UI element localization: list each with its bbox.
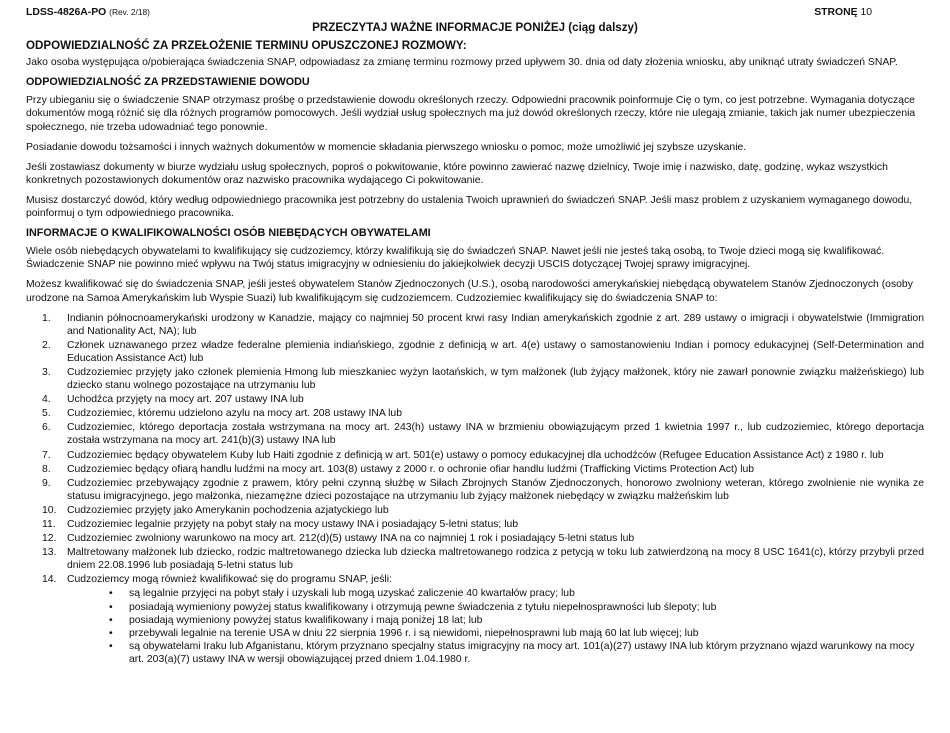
bullet-item (67, 587, 924, 600)
page-number (814, 6, 872, 19)
page-number-value: 10 (860, 7, 872, 18)
section-heading-noncitizen: INFORMACJE O KWALIFIKOWALNOŚCI OSÓB NIEBĘDĄCYCH OBYWATELAMI (26, 227, 431, 240)
list-item-text: Cudzoziemiec, któremu udzielono azylu na mocy art. 208 ustawy INA lub (67, 408, 402, 420)
list-item-text: Cudzoziemiec przyjęty jako członek plemienia Hmong lub mieszkaniec wyżyn laotańskich, w tym małżonek (lub żyjący małżonek, który nie zawarł ponownie związku małżeńskiego) lub dziecko stanu wolnego pozostające na utrzymaniu lub (67, 366, 924, 392)
bullet-text: posiadają wymieniony powyżej status kwalifikowany i otrzymują pewne świadczenia z tytułu niepełnosprawności lub ślepoty; lub (129, 601, 717, 613)
page-label: STRONĘ (814, 7, 858, 18)
list-item-text: Członek uznawanego przez władze federalne plemienia indiańskiego, zgodnie z definicją w art. 4(e) ustawy o samostanowieniu Indian i pomocy edukacyjnej (Self-Determination and Education Assistance Act) lub (67, 339, 924, 364)
list-item-number: 13. (42, 547, 57, 559)
bullet-icon: • (109, 601, 113, 613)
list-item (26, 393, 924, 406)
list-item-text: Cudzoziemiec przyjęty jako Amerykanin pochodzenia azjatyckiego lub (67, 504, 389, 516)
list-item (26, 312, 924, 338)
page-title: PRZECZYTAJ WAŻNE INFORMACJE PONIŻEJ (ciąg dalszy) (312, 21, 638, 34)
list-item-number: 11. (42, 519, 56, 530)
bullet-icon: • (109, 588, 113, 600)
list-item (26, 504, 924, 517)
bullet-item (67, 640, 924, 666)
list-item-number: 6. (42, 422, 51, 434)
section-heading-proof: ODPOWIEDZIALNOŚĆ ZA PRZEDSTAWIENIE DOWODU (26, 76, 310, 89)
bullet-text: posiadają wymieniony powyżej status kwalifikowany i mają poniżej 18 lat; lub (129, 614, 483, 626)
bullet-icon: • (109, 627, 113, 639)
paragraph-noncitizen-2: Możesz kwalifikować się do świadczenia SNAP, jeśli jesteś obywatelem Stanów Zjednoczonych (U.S.), osobą narodowości amerykańskiej niebędącą obywatelem Stanów Zjednoczonych (osoby urodzone na Samoa Amerykańskim lub Wyspie Suazi) lub kwalifikującym się cudzoziemcem. Cudzoziemiec kwalifikujący się do świadczenia SNAP to: (26, 279, 913, 304)
bullet-text: są obywatelami Iraku lub Afganistanu, którym przyznano specjalny status imigracyjny na mocy art. 101(a)(27) ustawy INA lub którym przyznano wjazd warunkowy na mocy art. 203(a)(7) ustawy INA w wersji obowiązującej przed dniem 1.04.1980 r. (129, 640, 915, 665)
list-item (26, 546, 924, 572)
list-item (26, 407, 924, 420)
list-item (26, 366, 924, 392)
list-item-number: 9. (42, 477, 51, 489)
list-item (26, 532, 924, 545)
list-item-text: Indianin północnoamerykański urodzony w Kanadzie, mający co najmniej 50 procent krwi rasy Indian amerykańskich zgodnie z art. 289 ustawy o imigracji i obywatelstwie (Immigration and Nationality Act, NA); lub (67, 312, 924, 337)
bullet-icon: • (109, 614, 113, 626)
paragraph-missed-interview: Jako osoba występująca o/pobierająca świadczenia SNAP, odpowiadasz za zmianę terminu rozmowy przed upływem 30. dnia od daty złożenia wniosku, aby uniknąć utraty świadczeń SNAP. (26, 57, 898, 69)
paragraph-proof-4: Musisz dostarczyć dowód, który według odpowiedniego pracownika jest potrzebny do ustalenia Twoich uprawnień do świadczeń SNAP. Jeśli masz problem z uzyskaniem wymaganego dowodu, poinformuj o tym odpowiedniego pracownika. (26, 194, 913, 220)
list-item-text: Cudzoziemcy mogą również kwalifikować się do programu SNAP, jeśli: (67, 574, 392, 586)
section-heading-missed-interview: ODPOWIEDZIALNOŚĆ ZA PRZEŁOŻENIE TERMINU OPUSZCZONEJ ROZMOWY: (26, 39, 467, 53)
eligibility-list (26, 312, 924, 666)
list-item (26, 339, 924, 365)
list-item-number: 4. (42, 394, 51, 406)
list-item-number: 2. (42, 339, 51, 351)
list-item-number: 8. (42, 463, 51, 475)
list-item-text: Cudzoziemiec będący obywatelem Kuby lub Haiti zgodnie z definicją w art. 501(e) ustawy o pomocy edukacyjnej dla uchodźców (Refugee Education Assistance Act) z 1980 r. lub (67, 449, 884, 461)
list-item (26, 573, 924, 666)
form-identifier (26, 6, 150, 19)
list-item-text: Cudzoziemiec, którego deportacja została wstrzymana na mocy art. 243(h) ustawy INA w brzmieniu obowiązującym przed 1 kwietnia 1997 r., lub cudzoziemiec, którego deportacja została wstrzymana na mocy art. 241(b)(3) ustawy INA lub (67, 422, 924, 447)
list-item-text: Cudzoziemiec legalnie przyjęty na pobyt stały na mocy ustawy INA i posiadający 5-letni status; lub (67, 519, 519, 530)
bullet-item (67, 627, 924, 640)
list-item-number: 1. (42, 312, 51, 324)
bullet-icon: • (109, 640, 113, 652)
list-item-number: 5. (42, 408, 51, 420)
list-item-text: Uchodźca przyjęty na mocy art. 207 ustawy INA lub (67, 394, 304, 406)
sub-bullet-list (67, 587, 924, 666)
page-header (26, 6, 924, 20)
bullet-item (67, 601, 924, 614)
list-item-number: 7. (42, 449, 51, 461)
list-item-text: Maltretowany małżonek lub dziecko, rodzic maltretowanego dziecka lub dziecka maltretowanego rodzica z petycją w toku lub zatwierdzoną na mocy 8 USC 1641(c), którzy przybyli przed dniem 22.08.1996 lub posiadają 5-letni status lub (67, 547, 924, 572)
bullet-text: są legalnie przyjęci na pobyt stały i uzyskali lub mogą uzyskać zaliczenie 40 kwartałów pracy; lub (129, 588, 575, 600)
list-item (26, 518, 924, 531)
list-item-number: 12. (42, 533, 57, 545)
list-item (26, 421, 924, 447)
list-item (26, 449, 924, 462)
list-item (26, 477, 924, 503)
list-item-number: 3. (42, 366, 51, 378)
paragraph-proof-1: Przy ubieganiu się o świadczenie SNAP otrzymasz prośbę o przedstawienie dowodu określonych rzeczy. Odpowiedni pracownik poinformuje Cię o tym, co jest potrzebne. Wymagania dotyczące dokumentów mogą różnić się dla różnych programów pomocowych. Jeśli wydział usług społecznych ma już dowód określonych rzeczy, które nie ulegają zmianie, takich jak numer ubezpieczenia społecznego, nie trzeba udowadniać tego ponownie. (26, 95, 916, 133)
list-item (26, 463, 924, 476)
list-item-number: 14. (42, 574, 57, 586)
bullet-item (67, 614, 924, 627)
paragraph-noncitizen-1: Wiele osób niebędących obywatelami to kwalifikujący się cudzoziemcy, którzy kwalifikują się do świadczeń SNAP. Nawet jeśli nie jesteś taką osobą, to Twoje dzieci mogą się kwalifikować. Świadczenie SNAP nie powinno mieć wpływu na Twój status imigracyjny w odniesieniu do jakiejkolwiek decyzji USCIS dotyczącej Twojej sprawy imigracyjnej. (26, 246, 885, 271)
list-item-text: Cudzoziemiec będący ofiarą handlu ludźmi na mocy art. 103(8) ustawy z 2000 r. o ochronie ofiar handlu ludźmi (Trafficking Victims Protection Act) lub (67, 463, 755, 475)
list-item-number: 10. (42, 504, 57, 516)
paragraph-proof-3: Jeśli zostawiasz dokumenty w biurze wydziału usług społecznych, poproś o pokwitowanie, które powinno zawierać nazwę dzielnicy, Twoje imię i nazwisko, datę, godzinę, wykaz wszystkich konkretnych pozostawionych dokumentów oraz nazwisko pracownika wydającego Ci pokwitowanie. (26, 161, 888, 186)
list-item-text: Cudzoziemiec przebywający zgodnie z prawem, który pełni czynną służbę w Siłach Zbrojnych Stanów Zjednoczonych, honorowo zwolniony weteran, którego zwolnienie nie wynika ze statusu imigracyjnego, jego małżonka, niezamężne dzieci pozostające na utrzymaniu lub żyjący małżonek niebędący w związku małżeńskim lub (67, 477, 924, 502)
form-id-code: LDSS-4826A-PO (26, 7, 107, 18)
bullet-text: przebywali legalnie na terenie USA w dniu 22 sierpnia 1996 r. i są niewidomi, niepełnosprawni lub mają 60 lat lub więcej; lub (129, 627, 699, 639)
list-item-text: Cudzoziemiec zwolniony warunkowo na mocy art. 212(d)(5) ustawy INA na co najmniej 1 rok i posiadający 5-letni status lub (67, 533, 635, 545)
form-revision: (Rev. 2/18) (109, 7, 150, 17)
paragraph-proof-2: Posiadanie dowodu tożsamości i innych ważnych dokumentów w momencie składania pierwszego wniosku o pomoc, może umożliwić jej szybsze uzyskanie. (26, 141, 747, 153)
